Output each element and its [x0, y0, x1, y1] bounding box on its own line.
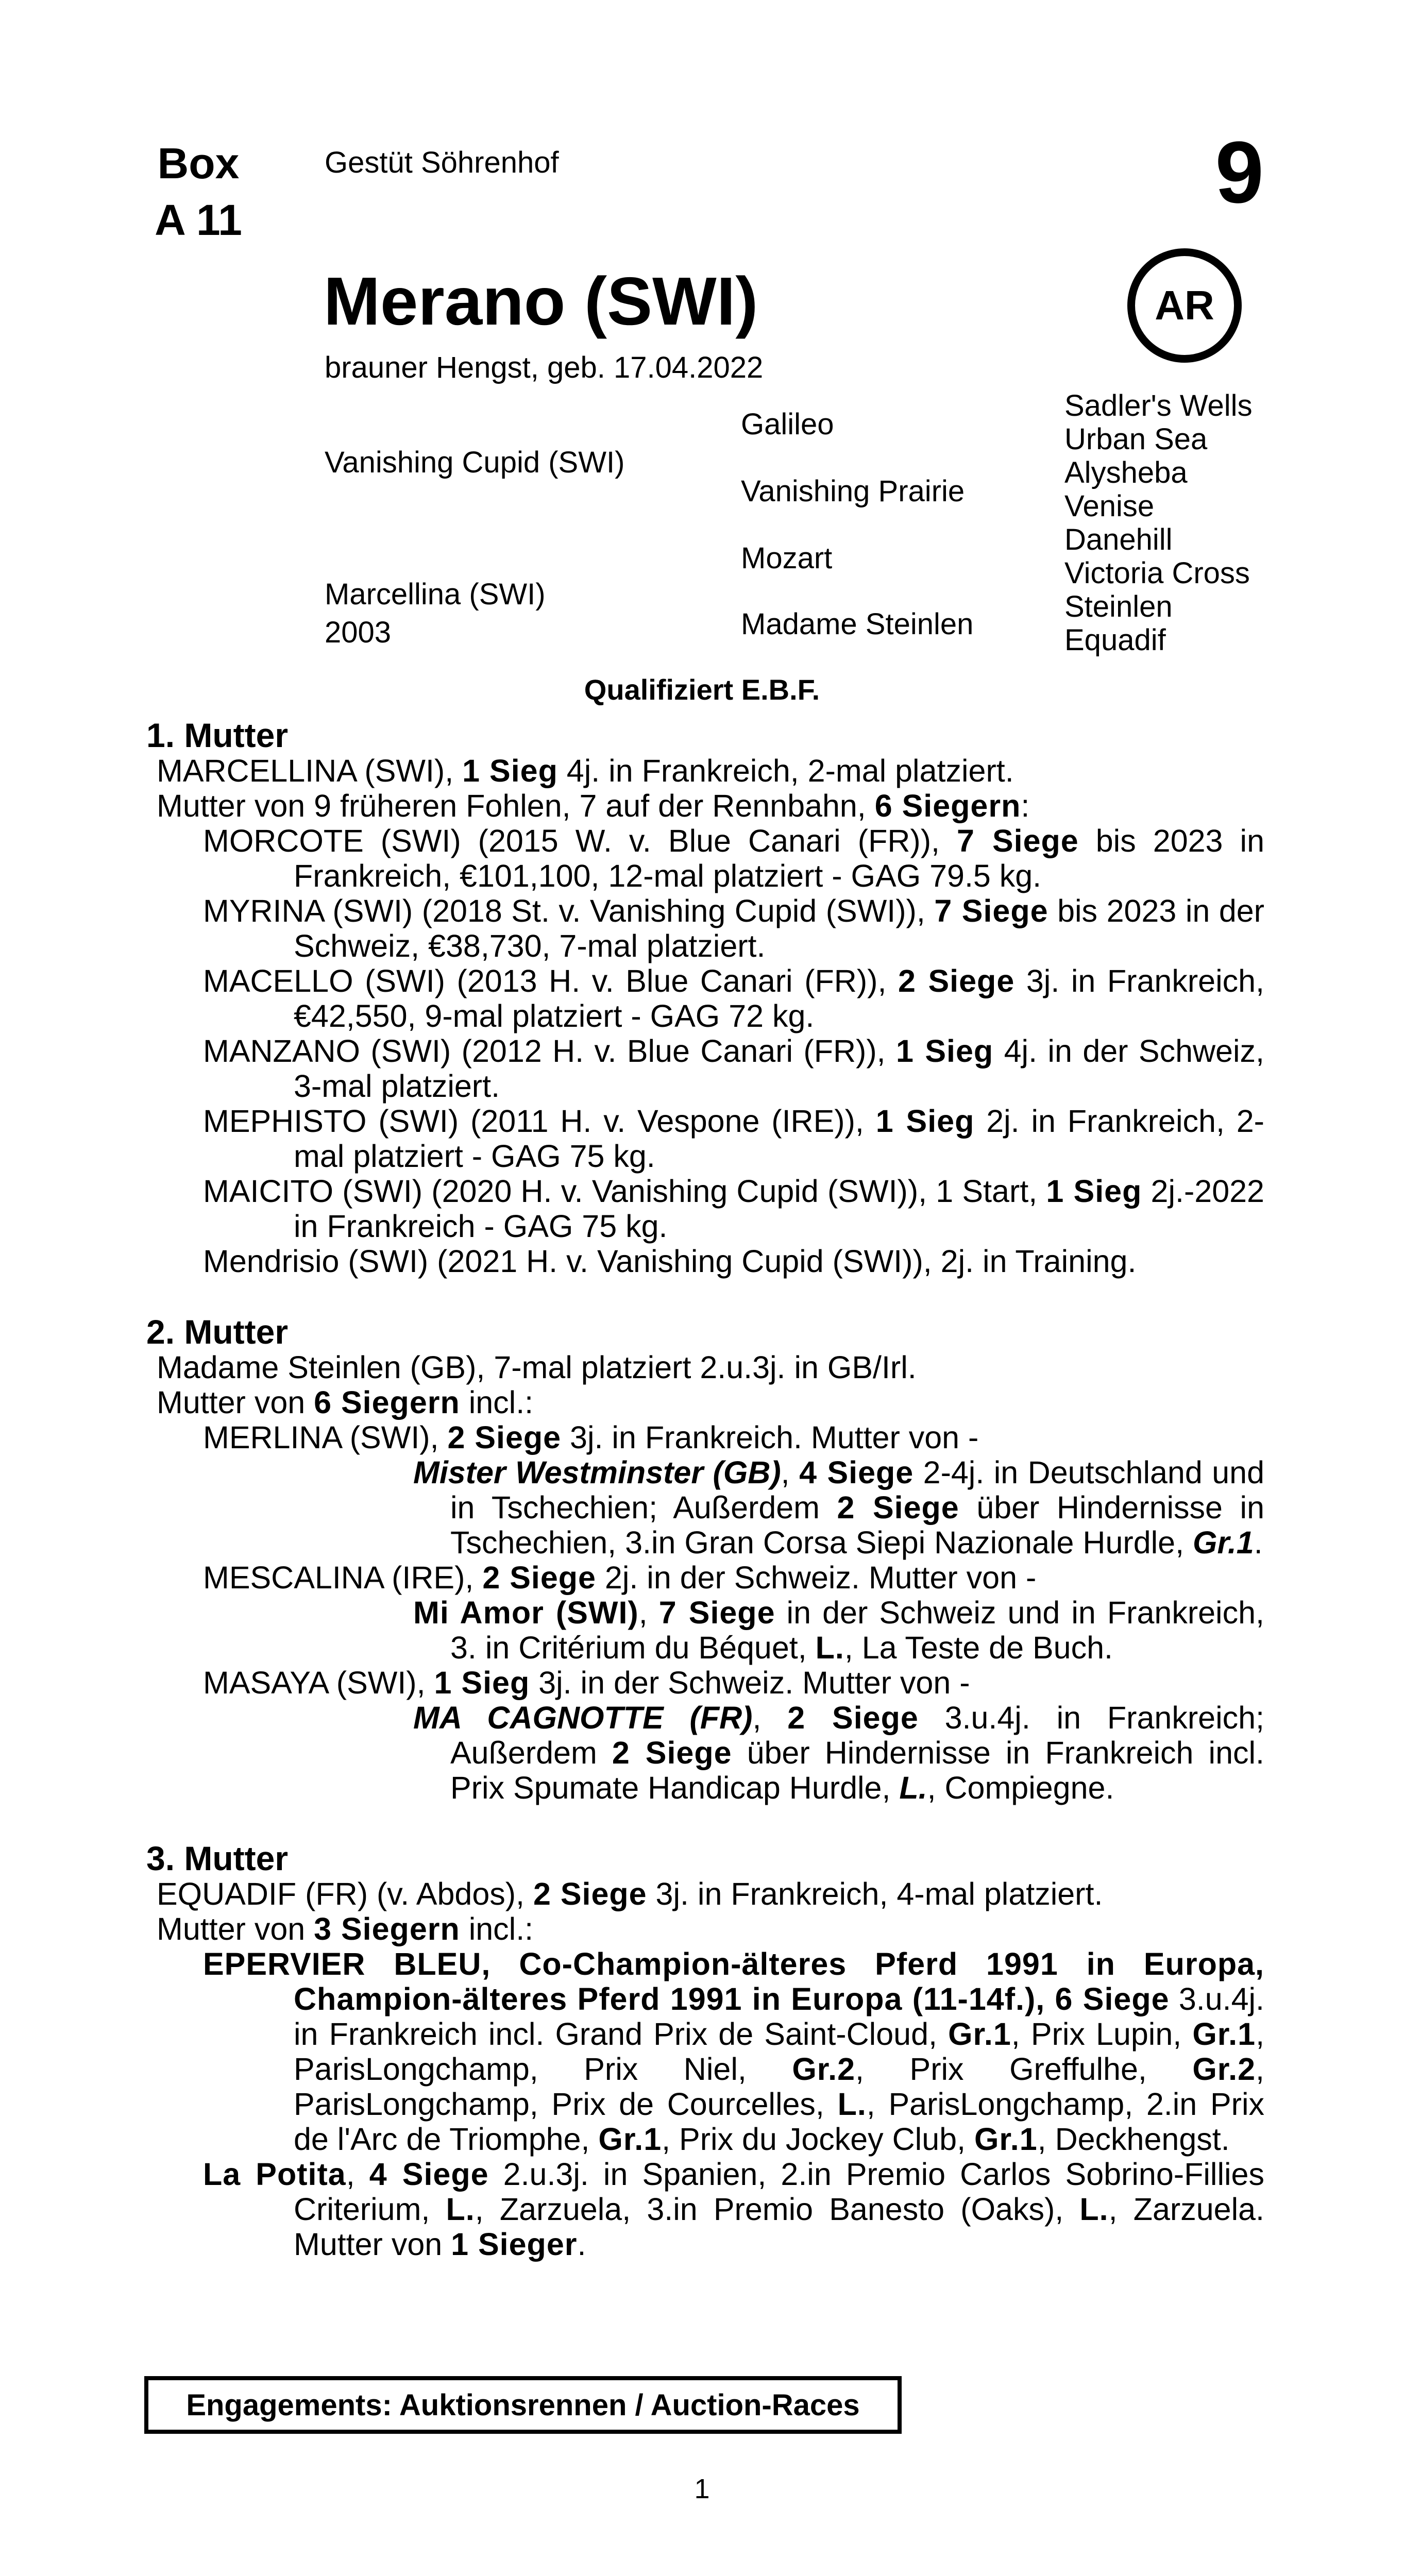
pedigree-gen3-item: Urban Sea: [1064, 422, 1208, 456]
pedigree-dam-year: 2003: [325, 616, 392, 649]
pedigree-gen3-item: Equadif: [1064, 623, 1166, 657]
produce-entry: La Potita, 4 Siege 2.u.3j. in Spanien, 2.in Premio Carlos Sobrino-Fillies Criterium, L., Zarzuela, 3.in Premio Banesto (Oaks), L., Zarzuela. Mutter von 1 Sieger.: [203, 2157, 1265, 2262]
produce-summary: Mutter von 3 Siegern incl.:: [157, 1911, 534, 1946]
produce-entry: MESCALINA (IRE), 2 Siege 2j. in der Schweiz. Mutter von -: [203, 1560, 1037, 1595]
section-title: 2. Mutter: [146, 1313, 289, 1351]
produce-entry: MERLINA (SWI), 2 Siege 3j. in Frankreich. Mutter von -: [203, 1420, 979, 1455]
section-first-dam: [146, 717, 1264, 1279]
pedigree-sire: Vanishing Cupid (SWI): [325, 446, 625, 479]
qualified-note: Qualifiziert E.B.F.: [584, 673, 820, 706]
engagements-text: Engagements: Auktionsrennen / Auction-Races: [186, 2388, 860, 2422]
pedigree-gen3-item: Alysheba: [1064, 456, 1188, 489]
produce-entry: MEPHISTO (SWI) (2011 H. v. Vespone (IRE)), 1 Sieg 2j. in Frankreich, 2-mal platziert - GAG 75 kg.: [203, 1104, 1264, 1174]
produce-entry: MANZANO (SWI) (2012 H. v. Blue Canari (FR)), 1 Sieg 4j. in der Schweiz, 3-mal platziert.: [203, 1033, 1264, 1104]
pedigree-gen2-item: Galileo: [741, 408, 834, 441]
engagements-box: [144, 2376, 902, 2434]
box-title: Box: [157, 139, 240, 188]
horse-name: Merano (SWI): [324, 263, 758, 339]
produce-entry: MASAYA (SWI), 1 Sieg 3j. in der Schweiz. Mutter von -: [203, 1665, 970, 1700]
produce-entry: MORCOTE (SWI) (2015 W. v. Blue Canari (FR)), 7 Siege bis 2023 in Frankreich, €101,100, 12-mal platziert - GAG 79.5 kg.: [203, 823, 1264, 893]
dam-line: Madame Steinlen (GB), 7-mal platziert 2.u.3j. in GB/Irl.: [157, 1350, 917, 1385]
pedigree-gen3-item: Victoria Cross: [1064, 556, 1250, 590]
produce-entry: MACELLO (SWI) (2013 H. v. Blue Canari (FR)), 2 Siege 3j. in Frankreich, €42,550, 9-mal platziert - GAG 72 kg.: [203, 963, 1264, 1033]
grand-produce-entry: Mister Westminster (GB), 4 Siege 2-4j. in Deutschland und in Tschechien; Außerdem 2 Siege über Hindernisse in Tschechien, 3.in Gran Corsa Siepi Nazionale Hurdle, Gr.1.: [413, 1455, 1264, 1560]
produce-summary: Mutter von 6 Siegern incl.:: [157, 1385, 534, 1420]
pedigree-gen3-item: Steinlen: [1064, 590, 1173, 623]
pedigree-gen3: [1064, 389, 1253, 657]
dam-line: MARCELLINA (SWI), 1 Sieg 4j. in Frankreich, 2-mal platziert.: [157, 753, 1014, 788]
pedigree-gen2-item: Vanishing Prairie: [741, 474, 965, 508]
box-number: A 11: [155, 196, 242, 244]
pedigree-gen3-item: Danehill: [1064, 523, 1173, 556]
box-label: [149, 135, 247, 248]
produce-entry: Mendrisio (SWI) (2021 H. v. Vanishing Cupid (SWI)), 2j. in Training.: [203, 1244, 1137, 1279]
pedigree-gen2-item: Madame Steinlen: [741, 607, 974, 641]
pedigree-gen3-item: Venise: [1064, 489, 1155, 523]
page-number: 1: [694, 2473, 710, 2504]
ar-badge: [1127, 248, 1242, 363]
catalogue-body: [146, 717, 1264, 2297]
breeder: Gestüt Söhrenhof: [325, 146, 559, 179]
section-title: 3. Mutter: [146, 1839, 289, 1877]
pedigree-gen3-item: Sadler's Wells: [1064, 389, 1253, 422]
produce-entry: MAICITO (SWI) (2020 H. v. Vanishing Cupid (SWI)), 1 Start, 1 Sieg 2j.-2022 in Frankreich - GAG 75 kg.: [203, 1174, 1264, 1244]
section-title: 1. Mutter: [146, 716, 289, 754]
section-third-dam: [146, 1840, 1264, 2262]
lot-number: 9: [1215, 124, 1264, 222]
pedigree-dam: Marcellina (SWI): [325, 578, 546, 611]
produce-entry: EPERVIER BLEU, Co-Champion-älteres Pferd 1991 in Europa, Champion-älteres Pferd 1991 in Europa (11-14f.), 6 Siege 3.u.4j. in Frankreich incl. Grand Prix de Saint-Cloud, Gr.1, Prix Lupin, Gr.1, ParisLongchamp, Prix Niel, Gr.2, Prix Greffulhe, Gr.2, ParisLongchamp, Prix de Courcelles, L., ParisLongchamp, 2.in Prix de l'Arc de Triomphe, Gr.1, Prix du Jockey Club, Gr.1, Deckhengst.: [203, 1946, 1265, 2157]
pedigree-gen2-item: Mozart: [741, 541, 833, 575]
section-second-dam: [146, 1314, 1264, 1805]
horse-description: brauner Hengst, geb. 17.04.2022: [325, 351, 764, 384]
ar-badge-text: AR: [1155, 282, 1214, 328]
grand-produce-entry: Mi Amor (SWI), 7 Siege in der Schweiz und in Frankreich, 3. in Critérium du Béquet, L., La Teste de Buch.: [413, 1595, 1264, 1665]
produce-entry: MYRINA (SWI) (2018 St. v. Vanishing Cupid (SWI)), 7 Siege bis 2023 in der Schweiz, €38,730, 7-mal platziert.: [203, 893, 1264, 963]
produce-summary: Mutter von 9 früheren Fohlen, 7 auf der Rennbahn, 6 Siegern:: [157, 788, 1030, 823]
dam-line: EQUADIF (FR) (v. Abdos), 2 Siege 3j. in Frankreich, 4-mal platziert.: [157, 1876, 1103, 1911]
grand-produce-entry: MA CAGNOTTE (FR), 2 Siege 3.u.4j. in Frankreich; Außerdem 2 Siege über Hindernisse in Frankreich incl. Prix Spumate Handicap Hurdle, L., Compiegne.: [413, 1700, 1264, 1805]
